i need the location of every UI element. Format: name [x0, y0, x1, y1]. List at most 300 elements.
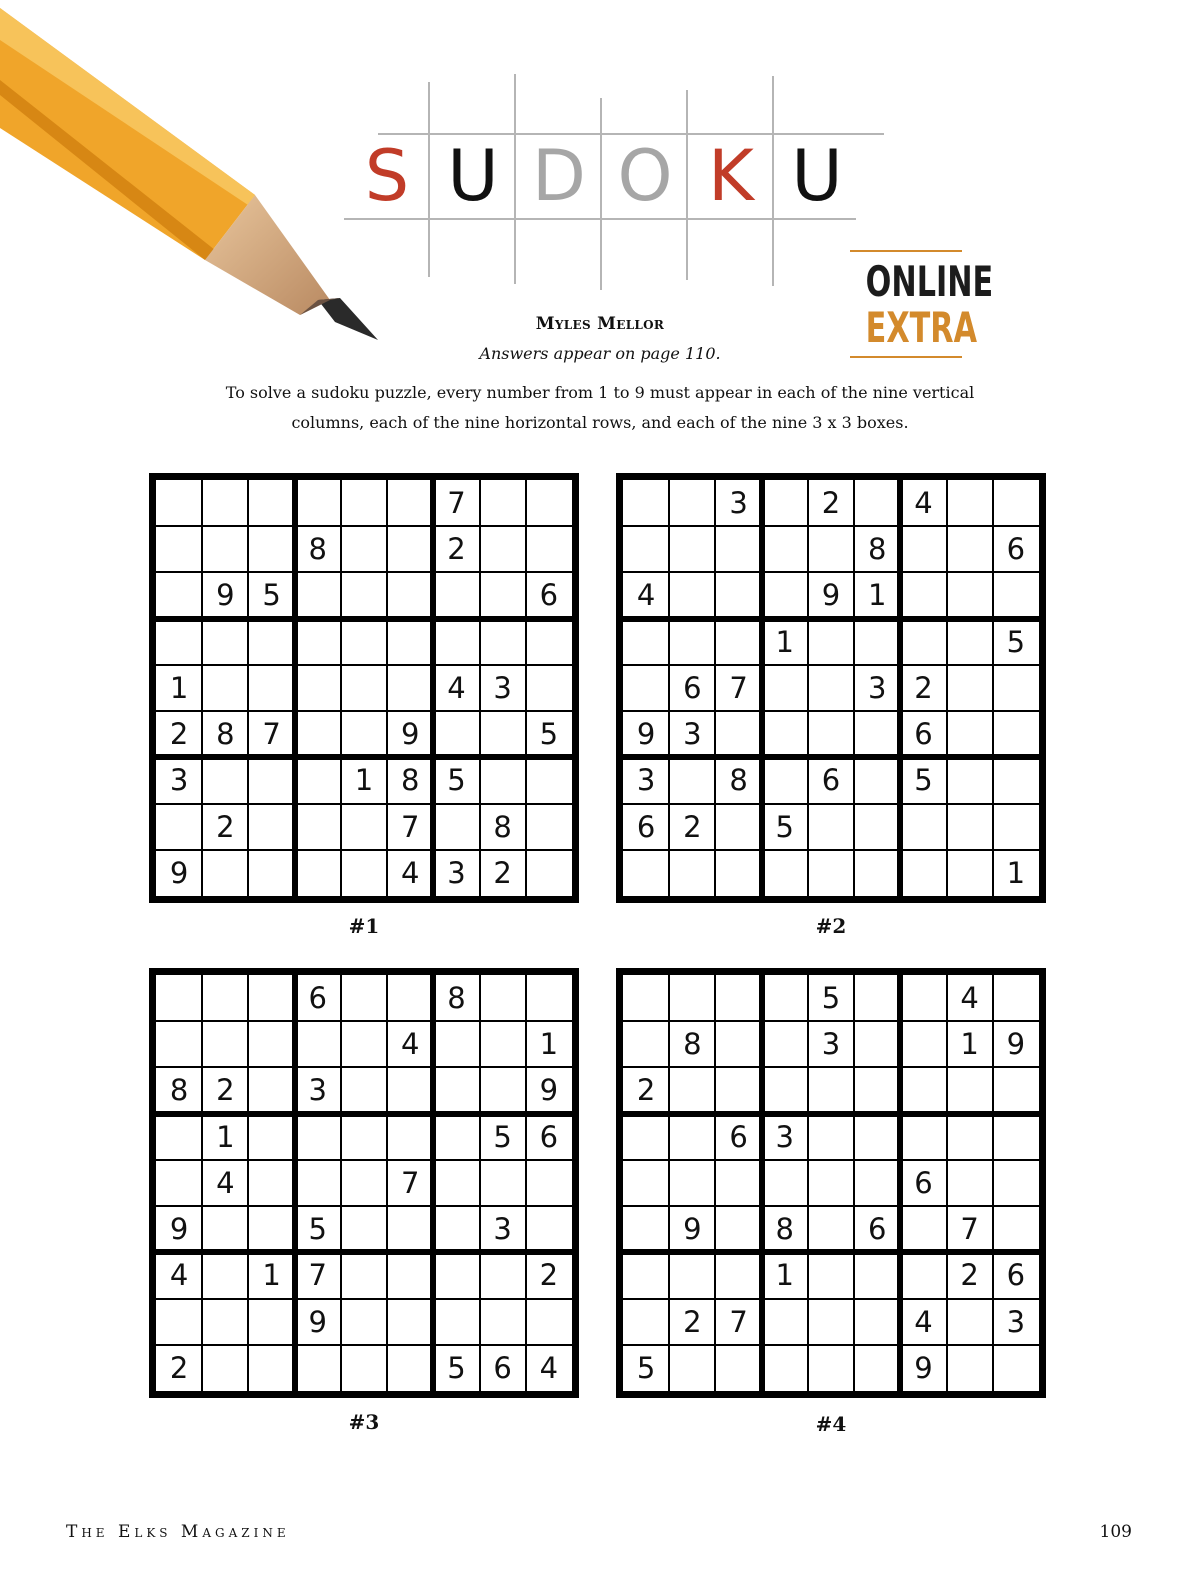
sudoku-cell[interactable]	[900, 975, 946, 1021]
sudoku-cell[interactable]	[387, 975, 433, 1021]
sudoku-cell[interactable]	[947, 1299, 993, 1345]
sudoku-cell[interactable]	[993, 711, 1039, 757]
sudoku-cell[interactable]	[202, 1021, 248, 1067]
sudoku-cell[interactable]	[623, 975, 669, 1021]
sudoku-cell[interactable]	[993, 665, 1039, 711]
sudoku-cell[interactable]	[854, 804, 900, 850]
sudoku-cell[interactable]	[900, 1021, 946, 1067]
sudoku-cell[interactable]	[156, 619, 202, 665]
sudoku-cell[interactable]	[993, 1345, 1039, 1391]
sudoku-cell[interactable]	[248, 619, 294, 665]
sudoku-cell[interactable]	[526, 850, 572, 896]
sudoku-cell[interactable]	[156, 526, 202, 572]
sudoku-cell[interactable]	[526, 526, 572, 572]
sudoku-cell[interactable]	[341, 804, 387, 850]
sudoku-cell[interactable]	[387, 1067, 433, 1113]
sudoku-cell: 7	[729, 670, 748, 705]
sudoku-cell[interactable]	[526, 619, 572, 665]
sudoku-cell: 4	[914, 1304, 933, 1339]
sudoku-cell[interactable]	[762, 711, 808, 757]
badge-online-text: ONLINE	[865, 257, 994, 306]
sudoku-cell[interactable]	[341, 1067, 387, 1113]
sudoku-cell[interactable]	[715, 526, 761, 572]
sudoku-cell: 6	[1006, 532, 1026, 567]
sudoku-cell[interactable]	[202, 1252, 248, 1298]
sudoku-cell[interactable]	[433, 572, 479, 618]
sudoku-cell[interactable]	[341, 619, 387, 665]
sudoku-cell: 4	[400, 855, 420, 890]
sudoku-cell[interactable]	[947, 1160, 993, 1206]
sudoku-cell[interactable]	[156, 1114, 202, 1160]
sudoku-cell[interactable]	[387, 1299, 433, 1345]
sudoku-cell[interactable]	[715, 711, 761, 757]
sudoku-cell[interactable]	[854, 1021, 900, 1067]
sudoku-cell: 4	[539, 1350, 559, 1385]
sudoku-cell[interactable]	[623, 1299, 669, 1345]
sudoku-cell[interactable]	[623, 1206, 669, 1252]
sudoku-cell: 9	[169, 855, 189, 890]
sudoku-cell[interactable]	[808, 804, 854, 850]
sudoku-cell[interactable]	[623, 619, 669, 665]
sudoku-cell[interactable]	[993, 804, 1039, 850]
sudoku-cell[interactable]	[433, 1206, 479, 1252]
sudoku-cell: 3	[493, 670, 512, 705]
sudoku-cell: 1	[539, 1027, 559, 1062]
sudoku-cell[interactable]	[156, 572, 202, 618]
sudoku-cell[interactable]	[480, 1160, 526, 1206]
sudoku-cell[interactable]	[341, 1345, 387, 1391]
sudoku-cell[interactable]	[623, 665, 669, 711]
sudoku-cell[interactable]	[295, 711, 341, 757]
sudoku-cell: 2	[821, 486, 841, 520]
sudoku-cell[interactable]	[669, 757, 715, 803]
sudoku-cell: 1	[262, 1258, 281, 1293]
sudoku-cell[interactable]	[433, 1252, 479, 1298]
sudoku-cell: 6	[914, 1165, 933, 1200]
sudoku-cell[interactable]	[526, 1299, 572, 1345]
sudoku-cell: 8	[447, 981, 466, 1015]
sudoku-cell[interactable]	[341, 850, 387, 896]
sudoku-cell[interactable]	[808, 1067, 854, 1113]
sudoku-cell[interactable]	[623, 480, 669, 526]
sudoku-cell[interactable]	[762, 757, 808, 803]
sudoku-cell[interactable]	[387, 1206, 433, 1252]
sudoku-cell[interactable]	[854, 757, 900, 803]
sudoku-cell[interactable]	[715, 1067, 761, 1113]
sudoku-cell: 3	[169, 763, 189, 798]
sudoku-cell[interactable]	[480, 1021, 526, 1067]
sudoku-cell[interactable]	[715, 572, 761, 618]
sudoku-cell: 2	[169, 1350, 189, 1385]
sudoku-cell: 3	[683, 717, 702, 752]
sudoku-cell: 5	[493, 1119, 512, 1154]
sudoku-cell: 4	[914, 486, 933, 520]
sudoku-cell[interactable]	[623, 1114, 669, 1160]
sudoku-cell[interactable]	[854, 1345, 900, 1391]
sudoku-cell: 9	[539, 1073, 559, 1108]
sudoku-cell[interactable]	[947, 1067, 993, 1113]
sudoku-cell[interactable]	[295, 757, 341, 803]
sudoku-cell[interactable]	[808, 526, 854, 572]
sudoku-cell: 9	[400, 717, 420, 752]
sudoku-cell: 3	[308, 1073, 327, 1108]
sudoku-cell[interactable]	[808, 665, 854, 711]
sudoku-cell[interactable]	[433, 1067, 479, 1113]
sudoku-cell[interactable]	[808, 850, 854, 896]
sudoku-cell[interactable]	[623, 1160, 669, 1206]
sudoku-cell[interactable]	[715, 1252, 761, 1298]
sudoku-cell[interactable]	[248, 1299, 294, 1345]
sudoku-cell[interactable]	[808, 619, 854, 665]
sudoku-cell[interactable]	[202, 665, 248, 711]
sudoku-cell[interactable]	[669, 526, 715, 572]
sudoku-cell: 1	[867, 578, 887, 613]
sudoku-cell: 9	[821, 578, 841, 613]
sudoku-cell[interactable]	[341, 1206, 387, 1252]
sudoku-cell[interactable]	[248, 1114, 294, 1160]
sudoku-cell[interactable]	[669, 1160, 715, 1206]
sudoku-cell[interactable]	[341, 1021, 387, 1067]
sudoku-cell: 6	[539, 1119, 559, 1154]
sudoku-cell[interactable]	[156, 1021, 202, 1067]
sudoku-cell[interactable]	[762, 526, 808, 572]
sudoku-cell[interactable]	[762, 572, 808, 618]
sudoku-cell[interactable]	[480, 1299, 526, 1345]
sudoku-cell[interactable]	[295, 619, 341, 665]
sudoku-cell[interactable]	[900, 526, 946, 572]
sudoku-cell: 8	[216, 717, 235, 752]
sudoku-cell[interactable]	[715, 804, 761, 850]
sudoku-cell[interactable]	[387, 526, 433, 572]
sudoku-cell[interactable]	[762, 1160, 808, 1206]
sudoku-cell: 4	[636, 578, 656, 613]
sudoku-cell[interactable]	[295, 804, 341, 850]
sudoku-cell[interactable]	[202, 619, 248, 665]
sudoku-cell[interactable]	[156, 975, 202, 1021]
sudoku-cell[interactable]	[993, 572, 1039, 618]
sudoku-puzzle-1	[149, 473, 579, 903]
sudoku-title	[340, 70, 900, 300]
sudoku-cell[interactable]	[993, 1114, 1039, 1160]
sudoku-cell[interactable]	[947, 665, 993, 711]
sudoku-cell[interactable]	[341, 1299, 387, 1345]
sudoku-cell[interactable]	[900, 619, 946, 665]
sudoku-cell[interactable]	[947, 711, 993, 757]
sudoku-cell[interactable]	[669, 1345, 715, 1391]
sudoku-cell[interactable]	[387, 619, 433, 665]
sudoku-cell[interactable]	[900, 804, 946, 850]
sudoku-cell[interactable]	[947, 1114, 993, 1160]
sudoku-cell[interactable]	[341, 526, 387, 572]
title-letter: D	[532, 135, 586, 217]
sudoku-cell: 1	[216, 1119, 235, 1154]
sudoku-cell: 6	[308, 981, 327, 1015]
sudoku-cell[interactable]	[387, 480, 433, 526]
sudoku-cell[interactable]	[623, 1252, 669, 1298]
sudoku-cell[interactable]	[341, 572, 387, 618]
sudoku-cell[interactable]	[854, 850, 900, 896]
puzzle-label: #1	[348, 914, 380, 938]
sudoku-cell[interactable]	[341, 665, 387, 711]
sudoku-cell: 6	[539, 578, 559, 613]
sudoku-cell[interactable]	[526, 665, 572, 711]
sudoku-cell[interactable]	[202, 1345, 248, 1391]
sudoku-cell[interactable]	[993, 1206, 1039, 1252]
sudoku-cell[interactable]	[526, 975, 572, 1021]
sudoku-cell: 7	[262, 717, 281, 752]
sudoku-cell[interactable]	[433, 804, 479, 850]
sudoku-cell[interactable]	[341, 480, 387, 526]
sudoku-cell: 8	[169, 1073, 189, 1108]
badge-extra-text: EXTRA	[865, 303, 977, 352]
badge-rule-top	[850, 250, 962, 252]
sudoku-cell[interactable]	[202, 757, 248, 803]
sudoku-cell[interactable]	[762, 480, 808, 526]
sudoku-cell[interactable]	[854, 975, 900, 1021]
sudoku-cell[interactable]	[762, 850, 808, 896]
sudoku-cell[interactable]	[295, 1345, 341, 1391]
sudoku-cell[interactable]	[248, 665, 294, 711]
sudoku-cell[interactable]	[526, 804, 572, 850]
sudoku-cell: 5	[447, 1350, 466, 1385]
sudoku-cell[interactable]	[480, 572, 526, 618]
sudoku-puzzle-4	[616, 968, 1046, 1398]
sudoku-cell[interactable]	[900, 572, 946, 618]
sudoku-cell[interactable]	[808, 1206, 854, 1252]
sudoku-cell[interactable]	[480, 1252, 526, 1298]
sudoku-cell[interactable]	[202, 975, 248, 1021]
sudoku-cell: 1	[1006, 855, 1026, 890]
sudoku-cell[interactable]	[248, 850, 294, 896]
sudoku-cell[interactable]	[248, 757, 294, 803]
sudoku-cell[interactable]	[433, 1021, 479, 1067]
puzzle-label: #4	[815, 1412, 847, 1436]
sudoku-cell[interactable]	[623, 526, 669, 572]
sudoku-cell: 3	[447, 855, 466, 890]
sudoku-cell[interactable]	[669, 619, 715, 665]
sudoku-cell[interactable]	[669, 1067, 715, 1113]
sudoku-cell[interactable]	[947, 804, 993, 850]
sudoku-cell[interactable]	[854, 619, 900, 665]
sudoku-cell[interactable]	[480, 711, 526, 757]
sudoku-cell[interactable]	[433, 1160, 479, 1206]
sudoku-cell[interactable]	[295, 1114, 341, 1160]
sudoku-cell: 4	[169, 1258, 189, 1293]
sudoku-cell[interactable]	[947, 850, 993, 896]
sudoku-cell: 8	[308, 532, 327, 567]
sudoku-cell[interactable]	[808, 711, 854, 757]
sudoku-cell: 2	[169, 717, 189, 752]
sudoku-cell[interactable]	[854, 711, 900, 757]
answers-note: Answers appear on page 110.	[479, 344, 721, 363]
sudoku-cell[interactable]	[715, 975, 761, 1021]
sudoku-cell[interactable]	[669, 572, 715, 618]
sudoku-cell[interactable]	[156, 1160, 202, 1206]
sudoku-cell[interactable]	[341, 1160, 387, 1206]
sudoku-cell[interactable]	[387, 1252, 433, 1298]
sudoku-cell[interactable]	[156, 1299, 202, 1345]
sudoku-cell[interactable]	[433, 711, 479, 757]
sudoku-cell[interactable]	[248, 804, 294, 850]
sudoku-cell[interactable]	[295, 1160, 341, 1206]
sudoku-cell[interactable]	[854, 1252, 900, 1298]
sudoku-cell[interactable]	[947, 1345, 993, 1391]
sudoku-cell[interactable]	[387, 665, 433, 711]
sudoku-cell[interactable]	[808, 1299, 854, 1345]
sudoku-cell: 1	[775, 1258, 794, 1293]
sudoku-cell[interactable]	[808, 1345, 854, 1391]
sudoku-cell[interactable]	[433, 1299, 479, 1345]
sudoku-cell[interactable]	[854, 1299, 900, 1345]
sudoku-cell[interactable]	[202, 526, 248, 572]
sudoku-cell[interactable]	[669, 480, 715, 526]
sudoku-cell[interactable]	[623, 850, 669, 896]
sudoku-cell[interactable]	[900, 1114, 946, 1160]
sudoku-cell[interactable]	[295, 850, 341, 896]
sudoku-cell[interactable]	[993, 1067, 1039, 1113]
sudoku-cell[interactable]	[715, 1345, 761, 1391]
sudoku-cell[interactable]	[900, 1206, 946, 1252]
sudoku-cell: 3	[821, 1027, 841, 1062]
sudoku-cell: 8	[400, 763, 420, 798]
sudoku-cell[interactable]	[248, 975, 294, 1021]
sudoku-cell[interactable]	[295, 572, 341, 618]
sudoku-cell[interactable]	[387, 1114, 433, 1160]
sudoku-cell[interactable]	[715, 1206, 761, 1252]
sudoku-cell[interactable]	[762, 1021, 808, 1067]
sudoku-cell[interactable]	[480, 619, 526, 665]
sudoku-cell[interactable]	[202, 1206, 248, 1252]
sudoku-cell[interactable]	[248, 526, 294, 572]
sudoku-cell: 3	[867, 670, 887, 705]
sudoku-cell: 7	[400, 1165, 420, 1200]
sudoku-cell[interactable]	[947, 526, 993, 572]
sudoku-cell[interactable]	[433, 1114, 479, 1160]
sudoku-cell: 8	[493, 809, 512, 844]
sudoku-cell: 6	[636, 809, 656, 844]
sudoku-cell[interactable]	[480, 757, 526, 803]
sudoku-cell: 2	[683, 1304, 702, 1339]
sudoku-cell[interactable]	[202, 850, 248, 896]
sudoku-cell: 2	[914, 670, 933, 705]
sudoku-cell[interactable]	[947, 619, 993, 665]
sudoku-cell: 9	[1006, 1027, 1026, 1062]
sudoku-cell[interactable]	[715, 850, 761, 896]
sudoku-cell[interactable]	[715, 619, 761, 665]
sudoku-cell[interactable]	[854, 1160, 900, 1206]
sudoku-cell[interactable]	[947, 572, 993, 618]
sudoku-cell: 1	[354, 763, 374, 798]
sudoku-cell[interactable]	[526, 757, 572, 803]
sudoku-cell[interactable]	[295, 1021, 341, 1067]
sudoku-cell[interactable]	[900, 1067, 946, 1113]
sudoku-cell[interactable]	[993, 1160, 1039, 1206]
sudoku-cell[interactable]	[669, 1252, 715, 1298]
sudoku-cell[interactable]	[993, 757, 1039, 803]
sudoku-cell[interactable]	[202, 1299, 248, 1345]
sudoku-cell[interactable]	[387, 1345, 433, 1391]
sudoku-cell: 2	[960, 1258, 979, 1293]
sudoku-cell[interactable]	[248, 1067, 294, 1113]
sudoku-cell[interactable]	[433, 619, 479, 665]
sudoku-cell[interactable]	[808, 1114, 854, 1160]
sudoku-cell[interactable]	[248, 1021, 294, 1067]
sudoku-cell[interactable]	[341, 711, 387, 757]
sudoku-cell[interactable]	[762, 665, 808, 711]
sudoku-cell[interactable]	[526, 1160, 572, 1206]
sudoku-cell: 9	[914, 1350, 933, 1385]
sudoku-cell[interactable]	[947, 757, 993, 803]
sudoku-cell[interactable]	[248, 1206, 294, 1252]
sudoku-cell[interactable]	[248, 480, 294, 526]
sudoku-cell[interactable]	[526, 1206, 572, 1252]
sudoku-cell[interactable]	[480, 480, 526, 526]
sudoku-cell[interactable]	[341, 1252, 387, 1298]
sudoku-cell[interactable]	[854, 1067, 900, 1113]
sudoku-cell[interactable]	[480, 975, 526, 1021]
sudoku-cell[interactable]	[854, 1114, 900, 1160]
sudoku-cell[interactable]	[947, 480, 993, 526]
sudoku-cell: 5	[447, 763, 466, 798]
sudoku-cell: 7	[308, 1258, 327, 1293]
title-letter: U	[791, 135, 843, 217]
sudoku-cell[interactable]	[993, 480, 1039, 526]
sudoku-cell[interactable]	[295, 665, 341, 711]
sudoku-cell: 5	[636, 1350, 656, 1385]
sudoku-cell: 3	[729, 486, 748, 520]
sudoku-cell: 4	[400, 1027, 420, 1062]
sudoku-cell[interactable]	[248, 1160, 294, 1206]
sudoku-cell[interactable]	[808, 1252, 854, 1298]
sudoku-cell: 6	[914, 717, 933, 752]
sudoku-cell[interactable]	[156, 804, 202, 850]
sudoku-cell[interactable]	[669, 850, 715, 896]
sudoku-cell[interactable]	[295, 480, 341, 526]
sudoku-cell[interactable]	[248, 1345, 294, 1391]
sudoku-cell: 7	[960, 1212, 979, 1247]
sudoku-cell[interactable]	[762, 1345, 808, 1391]
sudoku-cell[interactable]	[854, 480, 900, 526]
sudoku-cell[interactable]	[156, 480, 202, 526]
sudoku-cell[interactable]	[715, 1021, 761, 1067]
sudoku-cell[interactable]	[623, 1021, 669, 1067]
instructions-text: To solve a sudoku puzzle, every number from 1 to 9 must appear in each of the nine vertical columns, each of the nine horizontal rows, and each of the nine 3 x 3 boxes.	[225, 383, 975, 432]
sudoku-cell: 2	[539, 1258, 559, 1293]
sudoku-cell[interactable]	[808, 1160, 854, 1206]
sudoku-cell[interactable]	[480, 526, 526, 572]
sudoku-cell[interactable]	[762, 1067, 808, 1113]
sudoku-cell[interactable]	[762, 975, 808, 1021]
sudoku-cell[interactable]	[202, 480, 248, 526]
sudoku-cell: 6	[1006, 1258, 1026, 1293]
sudoku-cell: 5	[821, 981, 841, 1015]
sudoku-cell[interactable]	[993, 975, 1039, 1021]
sudoku-cell: 9	[636, 717, 656, 752]
sudoku-cell[interactable]	[900, 1252, 946, 1298]
sudoku-cell[interactable]	[900, 850, 946, 896]
sudoku-cell[interactable]	[341, 975, 387, 1021]
sudoku-cell[interactable]	[387, 572, 433, 618]
sudoku-cell: 5	[1006, 624, 1026, 659]
sudoku-cell[interactable]	[341, 1114, 387, 1160]
sudoku-cell[interactable]	[526, 480, 572, 526]
sudoku-cell: 2	[216, 1073, 235, 1108]
sudoku-cell[interactable]	[715, 1160, 761, 1206]
sudoku-cell[interactable]	[762, 1299, 808, 1345]
sudoku-cell[interactable]	[669, 975, 715, 1021]
sudoku-cell[interactable]	[669, 1114, 715, 1160]
sudoku-cell[interactable]	[480, 1067, 526, 1113]
